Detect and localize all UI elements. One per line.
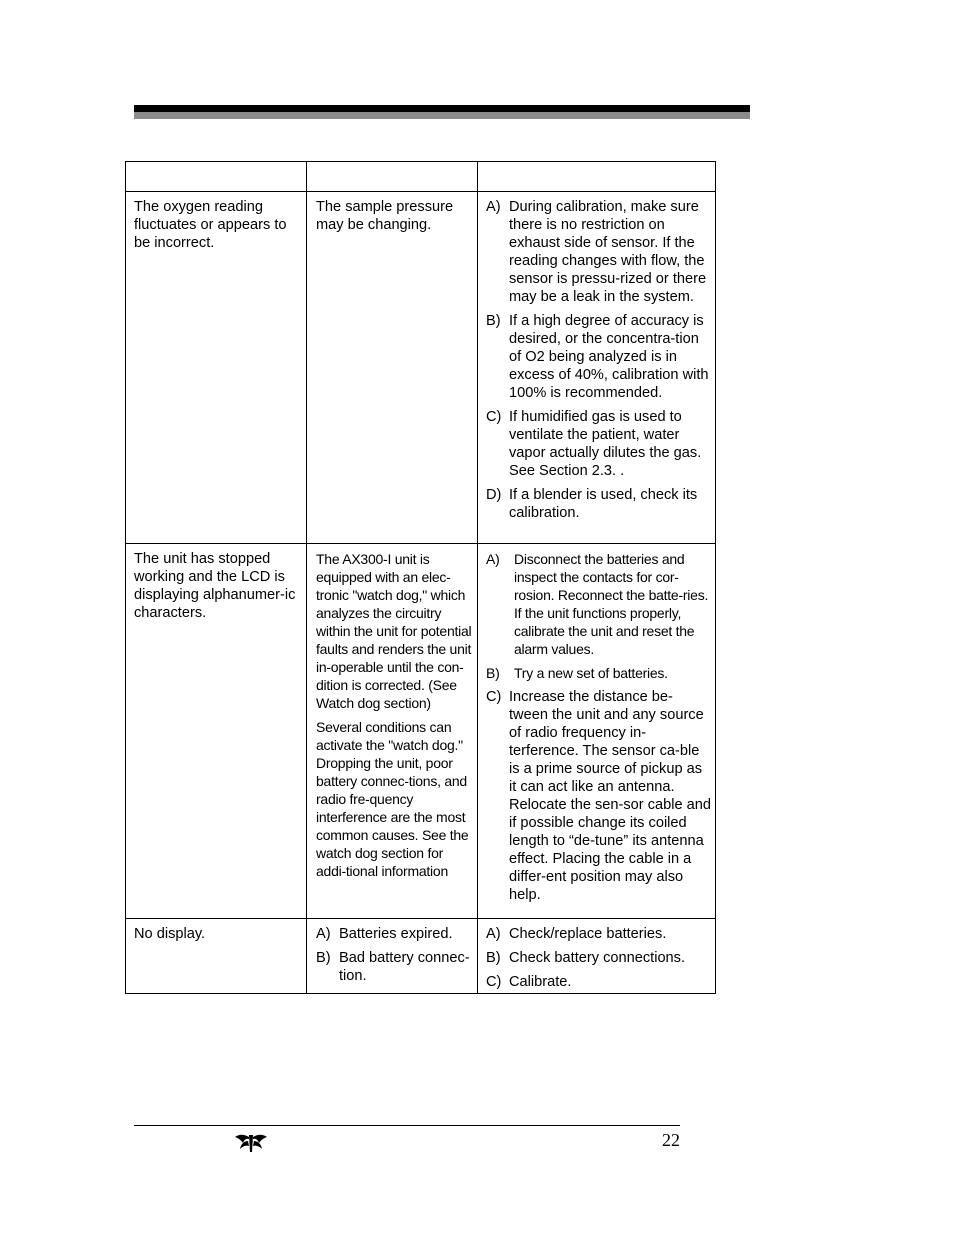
item-label: A) <box>486 551 500 567</box>
troubleshooting-table <box>125 161 716 994</box>
symptom-cell <box>126 192 307 544</box>
footer-rule <box>134 1125 680 1126</box>
item-text: Check/replace batteries. <box>509 926 667 942</box>
item-text: Calibrate. <box>509 974 572 990</box>
list-item <box>486 688 711 904</box>
teledyne-logo-icon <box>233 1132 269 1154</box>
remedy-cell <box>478 192 716 544</box>
item-label: A) <box>316 926 331 942</box>
item-label: B) <box>486 313 501 329</box>
table-header-row <box>126 162 716 192</box>
header-rule <box>134 105 750 112</box>
list-item <box>486 312 711 402</box>
list-item <box>486 408 711 480</box>
symptom-text: The unit has stopped working and the LCD is displaying alphanumer-ic characters. <box>134 551 296 621</box>
list-item <box>486 925 711 943</box>
list-item <box>316 925 473 943</box>
list-item <box>486 949 711 967</box>
cause-cell <box>307 919 478 994</box>
item-label: B) <box>486 665 500 681</box>
list-item <box>486 664 711 682</box>
item-text: If humidified gas is used to ventilate the patient, water vapor actually dilutes the gas. See Section 2.3. . <box>509 409 702 479</box>
remedy-cell <box>478 919 716 994</box>
item-text: Disconnect the batteries and inspect the contacts for cor-rosion. Reconnect the batte-ries. If the unit functions properly, calibrate the unit and reset the alarm values. <box>514 551 709 657</box>
list-item <box>486 973 711 991</box>
item-label: C) <box>486 689 502 705</box>
item-label: D) <box>486 487 502 503</box>
header-cell-remedy <box>478 162 716 192</box>
table-row <box>126 544 716 919</box>
cause-text: The sample pressure may be changing. <box>316 199 454 233</box>
item-text: Bad battery connec-tion. <box>339 950 470 984</box>
list-item <box>316 949 473 985</box>
cause-text: Several conditions can activate the "watch dog." Dropping the unit, poor battery connec-tions, and radio fre-quency interference are the most common causes. See the watch dog section for addi-tional information <box>316 719 469 879</box>
page-number: 22 <box>662 1130 680 1150</box>
item-label: C) <box>486 409 502 425</box>
item-text: If a high degree of accuracy is desired, or the concentra-tion of O2 being analyzed is in excess of 40%, calibration with 100% is recommended. <box>509 313 709 401</box>
item-label: A) <box>486 926 501 942</box>
symptom-cell <box>126 919 307 994</box>
symptom-cell <box>126 544 307 919</box>
item-label: C) <box>486 974 502 990</box>
cause-cell <box>307 192 478 544</box>
item-label: B) <box>316 950 331 966</box>
remedy-cell <box>478 544 716 919</box>
list-item <box>486 550 711 658</box>
header-cell-symptom <box>126 162 307 192</box>
header-rule-shadow <box>134 112 750 119</box>
item-label: A) <box>486 199 501 215</box>
table-row <box>126 192 716 544</box>
item-text: Increase the distance be-tween the unit and any source of radio frequency in-terference. The sensor ca-ble is a prime source of pickup as it can act like an antenna. Relocate the sen-sor cable and if possible change its coiled length to “de-tune” its antenna effect. Placing the cable in a differ-ent position may also help. <box>509 689 712 903</box>
list-item <box>486 486 711 522</box>
symptom-text: The oxygen reading fluctuates or appears to be incorrect. <box>134 199 287 251</box>
item-text: Check battery connections. <box>509 950 686 966</box>
item-text: Batteries expired. <box>339 926 453 942</box>
cause-cell <box>307 544 478 919</box>
list-item <box>486 198 711 306</box>
item-text: If a blender is used, check its calibration. <box>509 487 698 521</box>
cause-text: The AX300-I unit is equipped with an elec-tronic "watch dog," which analyzes the circuitry within the unit for potential faults and renders the unit in-operable until the con-dition is corrected. (See Watch dog section) <box>316 551 472 711</box>
item-label: B) <box>486 950 501 966</box>
header-cell-cause <box>307 162 478 192</box>
symptom-text: No display. <box>134 926 206 942</box>
item-text: Try a new set of batteries. <box>514 665 668 681</box>
table-row <box>126 919 716 994</box>
item-text: During calibration, make sure there is no restriction on exhaust side of sensor. If the reading changes with flow, the sensor is pressu-rized or there may be a leak in the system. <box>509 199 707 305</box>
